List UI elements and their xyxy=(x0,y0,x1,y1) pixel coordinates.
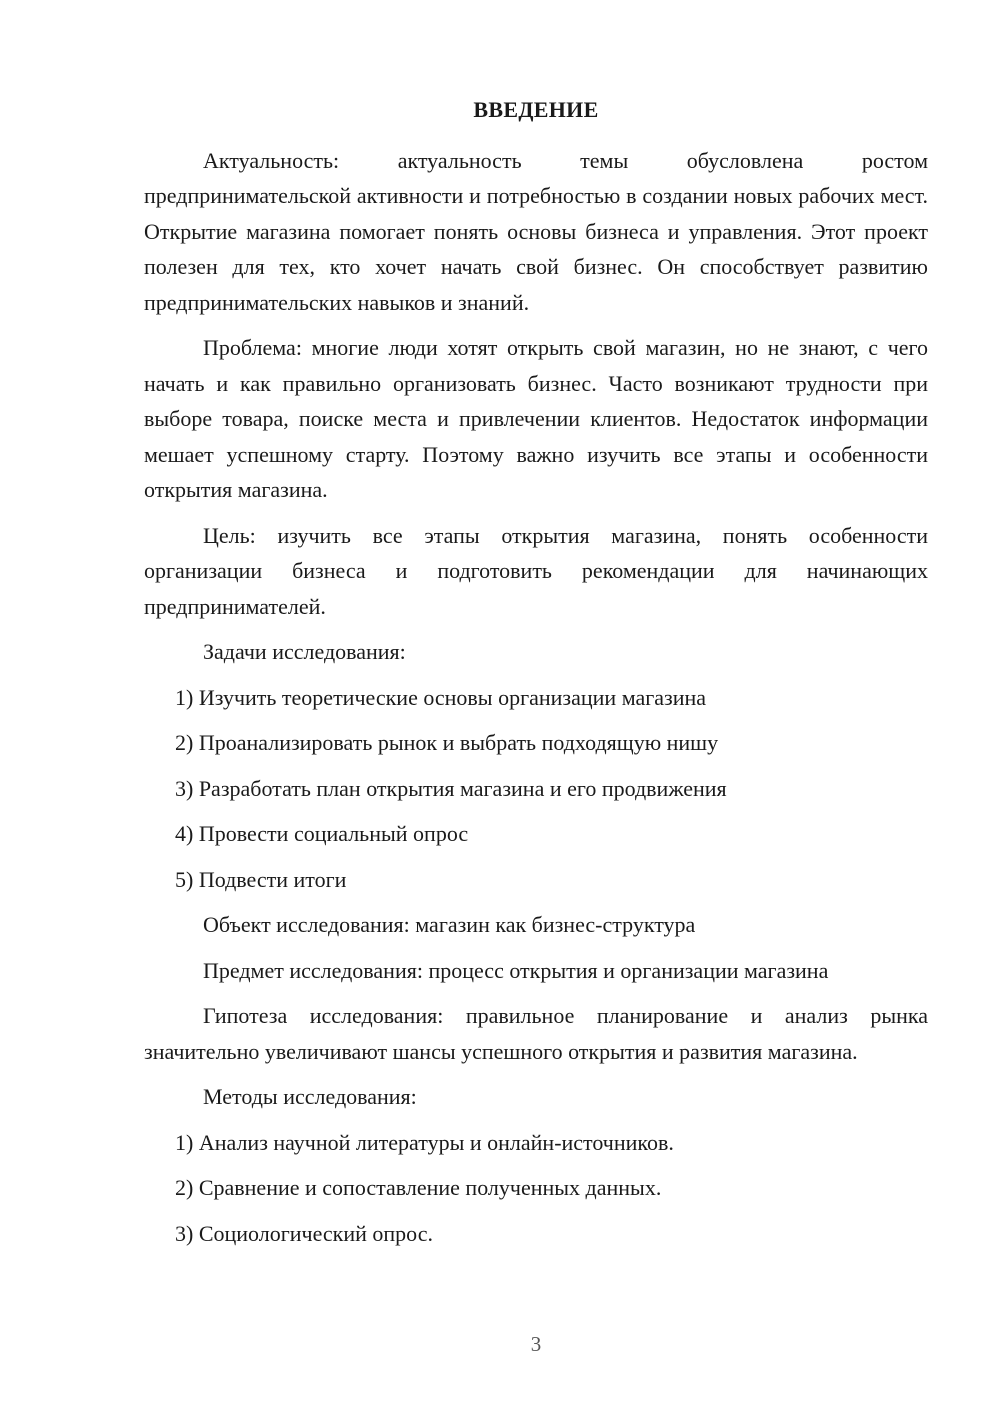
task-item: 5) Подвести итоги xyxy=(175,866,347,892)
task-item: 2) Проанализировать рынок и выбрать подходящую нишу xyxy=(175,730,719,755)
research-object: Объект исследования: магазин как бизнес-структура xyxy=(203,912,696,937)
page-number: 3 xyxy=(530,1332,542,1356)
research-subject: Предмет исследования: процесс открытия и организации магазина xyxy=(203,957,829,983)
tasks-heading: Задачи исследования: xyxy=(203,639,406,664)
paragraph-goal: Цель: изучить все этапы открытия магазина, понять особенности организации бизнеса и подготовить рекомендации для начинающих предпринимателей. xyxy=(144,522,928,619)
task-item: 1) Изучить теоретические основы организации магазина xyxy=(175,684,707,710)
section-title: ВВЕДЕНИЕ xyxy=(473,97,599,122)
paragraph-problem: Проблема: многие люди хотят открыть свой магазин, но не знают, с чего начать и как правильно организовать бизнес. Часто возникают трудности при выборе товара, поиске места и привлечении клиентов. Недостаток информации мешает успешному старту. Поэтому важно изучить все этапы и особенности открытия магазина. xyxy=(144,335,928,502)
method-item: 3) Социологический опрос. xyxy=(175,1220,433,1246)
task-item: 4) Провести социальный опрос xyxy=(175,821,469,846)
document-page xyxy=(144,92,928,1261)
research-hypothesis: Гипотеза исследования: правильное планирование и анализ рынка значительно увеличивают шансы успешного открытия и развития магазина. xyxy=(144,1003,928,1064)
method-item: 1) Анализ научной литературы и онлайн-источников. xyxy=(175,1129,674,1155)
methods-heading: Методы исследования: xyxy=(203,1084,417,1109)
method-item: 2) Сравнение и сопоставление полученных данных. xyxy=(175,1175,662,1200)
paragraph-relevance: Актуальность: актуальность темы обусловлена ростом предпринимательской активности и потребностью в создании новых рабочих мест. Открытие магазина помогает понять основы бизнеса и управления. Этот проект полезен для тех, кто хочет начать свой бизнес. Он способствует развитию предпринимательских навыков и знаний. xyxy=(144,147,928,315)
task-item: 3) Разработать план открытия магазина и его продвижения xyxy=(175,775,727,801)
